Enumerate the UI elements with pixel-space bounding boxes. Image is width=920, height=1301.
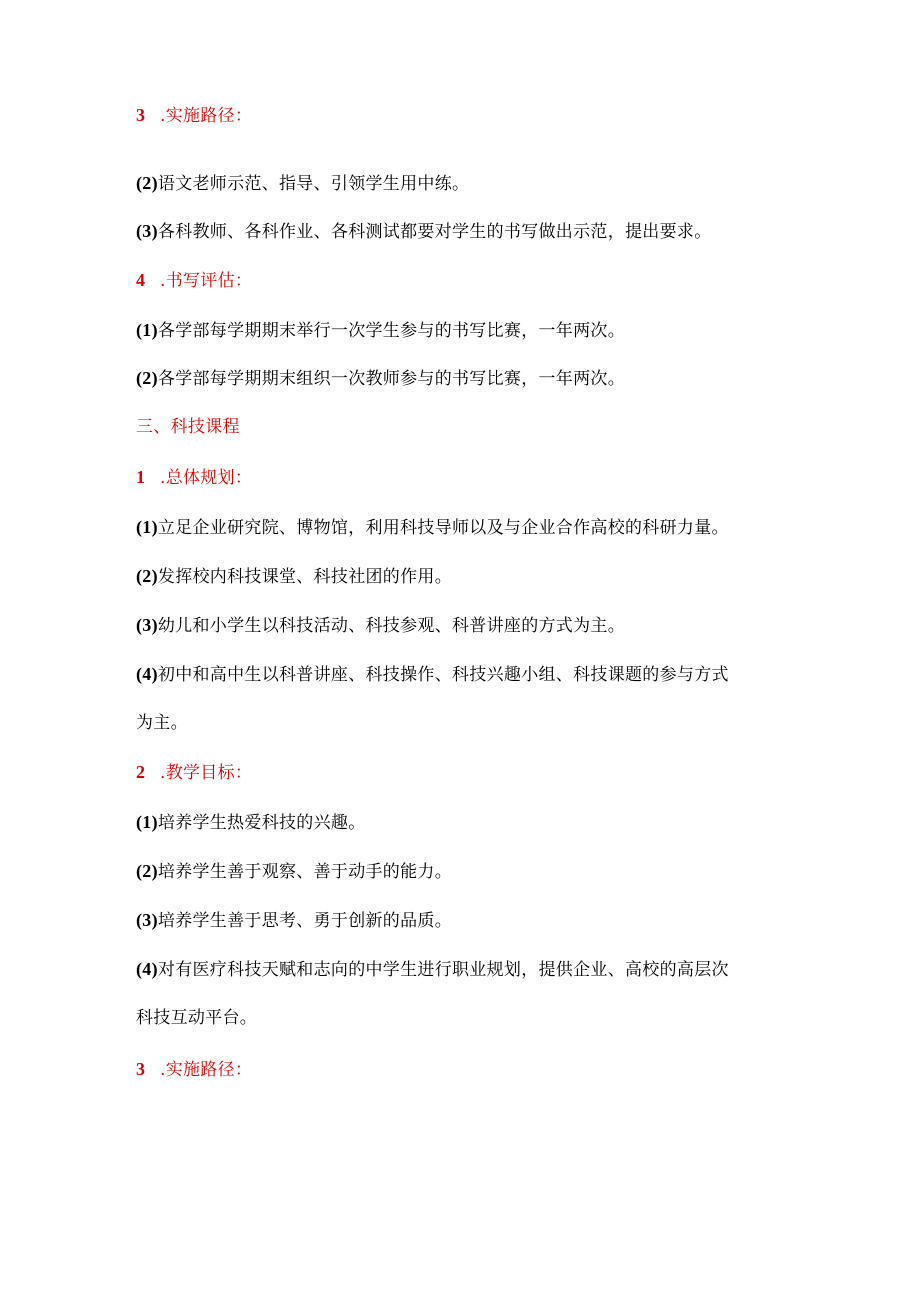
list-item [136,564,452,589]
subheading-number: 2 [136,762,146,782]
subheading-implementation-path [136,103,252,128]
item-text: 各学部每学期期末组织一次教师参与的书写比赛，一年两次。 [157,369,625,389]
list-item [136,613,625,638]
section-heading-text: 三、科技课程 [136,417,240,437]
item-number: (2) [136,861,158,881]
item-number: (1) [136,517,158,537]
item-number: (4) [136,664,158,684]
subheading-text: .总体规划： [160,468,253,488]
item-text: 为主。 [136,713,188,733]
item-text: 发挥校内科技课堂、科技社团的作用。 [157,567,452,587]
list-item [136,318,625,343]
item-text: 培养学生热爱科技的兴趣。 [157,813,366,833]
list-item [136,366,625,391]
list-item [136,515,729,540]
subheading-implementation-path [136,1057,252,1082]
subheading-overall-plan [136,465,252,490]
subheading-number: 4 [136,270,146,290]
item-number: (4) [136,959,158,979]
subheading-teaching-goals [136,760,252,785]
list-item-continuation [136,1006,257,1030]
item-text: 科技互动平台。 [136,1008,258,1028]
item-text: 各学部每学期期末举行一次学生参与的书写比赛，一年两次。 [157,321,625,341]
item-number: (3) [136,910,158,930]
item-text: 对有医疗科技天赋和志向的中学生进行职业规划，提供企业、高校的高层次 [157,960,729,980]
item-text: 语文老师示范、指导、引领学生用中练。 [157,174,470,194]
item-number: (2) [136,173,158,193]
item-text: 幼儿和小学生以科技活动、科技参观、科普讲座的方式为主。 [157,616,625,636]
subheading-writing-evaluation [136,268,252,293]
subheading-text: .实施路径： [160,106,253,126]
item-number: (3) [136,221,158,241]
item-text: 初中和高中生以科普讲座、科技操作、科技兴趣小组、科技课题的参与方式 [157,665,729,685]
list-item-continuation [136,711,188,735]
section-heading-tech-course [136,415,240,439]
subheading-number: 1 [136,467,146,487]
subheading-text: .实施路径： [160,1060,253,1080]
item-text: 培养学生善于观察、善于动手的能力。 [157,862,452,882]
subheading-text: .书写评估： [160,271,253,291]
item-number: (2) [136,566,158,586]
list-item [136,171,469,196]
list-item [136,810,366,835]
item-number: (3) [136,615,158,635]
item-text: 立足企业研究院、博物馆，利用科技导师以及与企业合作高校的科研力量。 [157,518,729,538]
item-number: (1) [136,320,158,340]
subheading-number: 3 [136,105,146,125]
subheading-number: 3 [136,1059,146,1079]
item-number: (2) [136,368,158,388]
item-number: (1) [136,812,158,832]
list-item [136,219,712,244]
list-item [136,957,729,982]
item-text: 各科教师、各科作业、各科测试都要对学生的书写做出示范，提出要求。 [157,222,712,242]
subheading-text: .教学目标： [160,763,253,783]
list-item [136,662,729,687]
list-item [136,859,452,884]
item-text: 培养学生善于思考、勇于创新的品质。 [157,911,452,931]
list-item [136,908,452,933]
